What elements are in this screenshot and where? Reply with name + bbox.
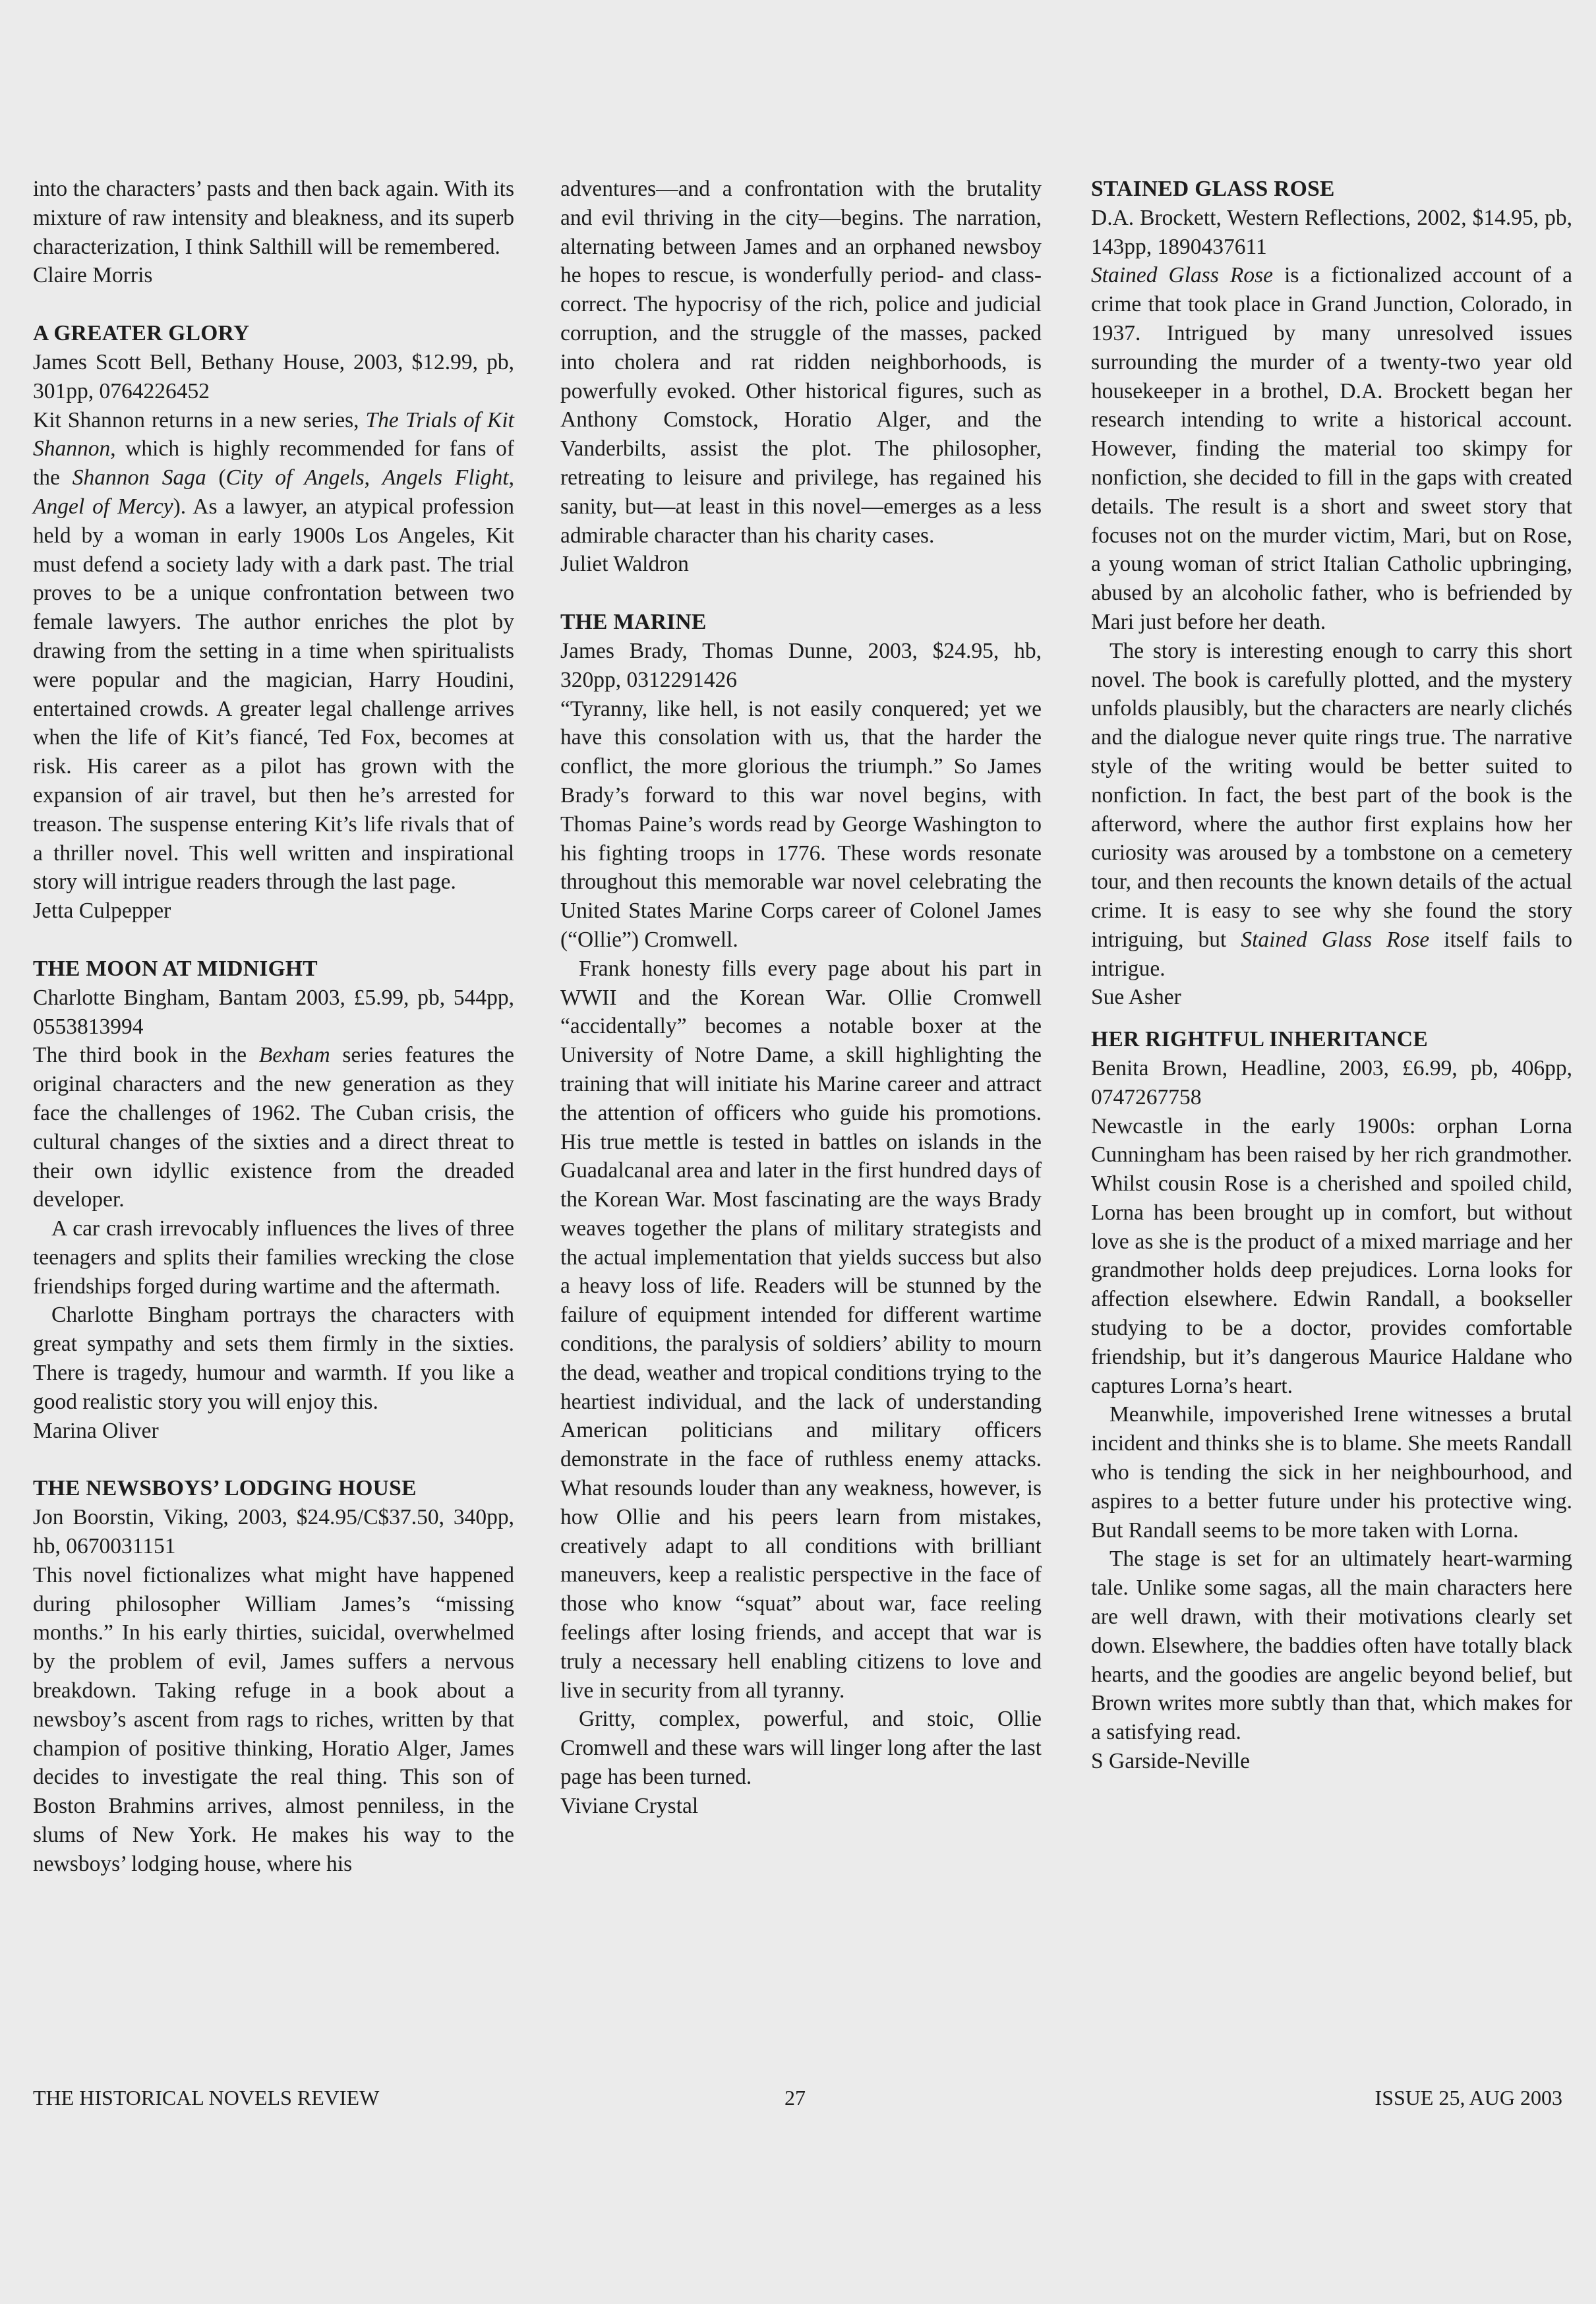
review-paragraph: adventures—and a confrontation with the brutality and evil thriving in the city—begins. The narration, alternating between James and an orphaned newsboy he hopes to rescue, is wonderfully period- and class- correct. The hypocrisy of the rich, police and judicial corruption, and the struggle of the masses, packed into cholera and rat ridden neighborhoods, is powerfully evoked. Other historical figures, such as Anthony Comstock, Horatio Alger, and the Vanderbilts, assist the plot. The philosopher, retreating to leisure and privilege, has regained his sanity, but—at least in this novel—emerges as a less admirable character than his charity cases. [560,177,1042,548]
column-2 [560,175,1042,1821]
review-continuation-salthill [33,175,514,290]
reviewer-name: S Garside-Neville [1091,1749,1250,1774]
book-biblio: D.A. Brockett, Western Reflections, 2002, $14.95, pb, 143pp, 1890437611 [1091,205,1572,259]
book-title: HER RIGHTFUL INHERITANCE [1091,1027,1429,1052]
reviewer-name: Sue Asher [1091,985,1181,1010]
review-continuation-newsboys [560,175,1042,579]
column-3 [1091,175,1572,1776]
book-title: THE MOON AT MIDNIGHT [33,956,318,981]
review-paragraph: The stage is set for an ultimately heart-warming tale. Unlike some sagas, all the main characters here are well drawn, with their motivations clearly set down. Elsewhere, the baddies often have totally black hearts, and the goodies are angelic beyond belief, but Brown writes more subtly than that, which makes for a satisfying read. [1091,1547,1572,1745]
issue-label: ISSUE 25, AUG 2003 [1374,2086,1562,2110]
book-biblio: Charlotte Bingham, Bantam 2003, £5.99, pb, 544pp, 0553813994 [33,985,514,1039]
review-paragraph: A car crash irrevocably influences the lives of three teenagers and splits their families wrecking the close friendships forged during wartime and the aftermath. [33,1216,514,1299]
book-biblio: James Brady, Thomas Dunne, 2003, $24.95, hb, 320pp, 0312291426 [560,638,1042,692]
page-number: 27 [784,2086,806,2110]
review-the-marine [560,608,1042,1820]
review-paragraph: Charlotte Bingham portrays the characters with great sympathy and sets them firmly in the sixties. There is tragedy, humour and warmth. If you like a good realistic story you will enjoy this. [33,1303,514,1414]
book-biblio: Jon Boorstin, Viking, 2003, $24.95/C$37.50, 340pp, hb, 0670031151 [33,1505,514,1559]
reviewer-name: Juliet Waldron [560,552,689,577]
reviewer-name: Jetta Culpepper [33,899,171,924]
review-paragraph: “Tyranny, like hell, is not easily conquered; yet we have this consolation with us, that the harder the conflict, the more glorious the triumph.” So James Brady’s forward to this war novel begins, with Thomas Paine’s words read by George Washington to his fighting troops in 1776. These words resonate throughout this memorable war novel celebrating the United States Marine Corps career of Colonel James (“Ollie”) Cromwell. [560,696,1042,952]
book-title: STAINED GLASS ROSE [1091,177,1335,201]
review-a-greater-glory [33,319,514,926]
reviewer-name: Marina Oliver [33,1418,159,1443]
book-biblio: Benita Brown, Headline, 2003, £6.99, pb, 406pp, 0747267758 [1091,1055,1572,1109]
review-paragraph: Kit Shannon returns in a new series, The Trials of Kit Shannon, which is highly recommended for fans of the Shannon Saga (City of Angels, Angels Flight, Angel of Mercy). As a lawyer, an atypical profession held by a woman in early 1900s Los Angeles, Kit must defend a society lady with a dark past. The trial proves to be a unique confrontation between two female lawyers. The author enriches the plot by drawing from the setting in a time when spiritualists were popular and the magician, Harry Houdini, entertained crowds. A greater legal challenge arrives when the life of Kit’s fiancé, Ted Fox, becomes at risk. His career as a pilot has grown with the expansion of air travel, but then he’s arrested for treason. The suspense entering Kit’s life rivals that of a thriller novel. This well written and inspirational story will intrigue readers through the last page. [33,407,515,895]
book-biblio: James Scott Bell, Bethany House, 2003, $12.99, pb, 301pp, 0764226452 [33,349,514,403]
journal-name: THE HISTORICAL NOVELS REVIEW [33,2086,380,2110]
book-title: A GREATER GLORY [33,321,250,346]
reviewer-name: Viviane Crystal [560,1793,699,1818]
review-paragraph: Stained Glass Rose is a fictionalized account of a crime that took place in Grand Junction, Colorado, in 1937. Intrigued by many unresolved issues surrounding the murder of a twenty-two year old housekeeper in a brothel, D.A. Brockett began her research intending to write a historical account. However, finding the material too skimpy for nonfiction, she decided to fill in the gaps with created details. The result is a short and sweet story that focuses not on the murder victim, Mari, but on Rose, a young woman of strict Italian Catholic upbringing, abused by an alcoholic father, who is befriended by Mari just before her death. [1091,263,1572,634]
review-her-rightful-inheritance [1091,1025,1572,1776]
column-1 [33,175,514,1879]
review-paragraph: The story is interesting enough to carry this short novel. The book is carefully plotted, and the mystery unfolds plausibly, but the characters are nearly clichés and the dialogue never quite rings true. The narrative style of the writing would be better suited to nonfiction. In fact, the best part of the book is the afterword, where the author first explains how her curiosity was aroused by a tombstone on a cemetery tour, and then recounts the known details of the actual crime. It is easy to see why she found the story intriguing, but Stained Glass Rose itself fails to intrigue. [1091,638,1572,981]
review-stained-glass-rose [1091,175,1572,1012]
reviewer-name: Claire Morris [33,263,153,288]
book-title: THE MARINE [560,610,707,635]
review-paragraph: Frank honesty fills every page about his part in WWII and the Korean War. Ollie Cromwell “accidentally” becomes a notable boxer at the University of Notre Dame, a skill highlighting the training that will initiate his Marine career and attract the attention of officers who guide his promotions. His true mettle is tested in battles on islands in the Guadalcanal area and later in the first hundred days of the Korean War. Most fascinating are the ways Brady weaves together the plans of military strategists and the actual implementation that yields success but also a heavy loss of life. Readers will be stunned by the failure of equipment intended for different wartime conditions, the paralysis of soldiers’ ability to mourn the dead, weather and tropical conditions trying to the heartiest individual, and the lack of understanding American politicians and military officers demonstrate in the face of ruthless enemy attacks. What resounds louder than any weakness, however, is how Ollie and his peers learn from mistakes, creatively adapt to all conditions with brilliant maneuvers, keep a realistic perspective in the face of those who know “squat” about war, face reeling feelings after losing friends, and accept that war is truly a necessary hell enabling citizens to love and live in security from all tyranny. [560,956,1042,1703]
book-title: THE NEWSBOYS’ LODGING HOUSE [33,1476,417,1501]
review-paragraph: The third book in the Bexham series features the original characters and the new generation as they face the challenges of 1962. The Cuban crisis, the cultural changes of the sixties and a direct threat to their own idyllic existence from the dreaded developer. [33,1043,514,1212]
review-paragraph: Newcastle in the early 1900s: orphan Lorna Cunningham has been raised by her rich grandmother. Whilst cousin Rose is a cherished and spoiled child, Lorna has been brought up in comfort, but without love as she is the product of a mixed marriage and her grandmother holds deep prejudices. Lorna looks for affection elsewhere. Edwin Randall, a bookseller studying to be a doctor, provides comfortable friendship, but it’s dangerous Maurice Haldane who captures Lorna’s heart. [1091,1113,1572,1398]
review-paragraph: Meanwhile, impoverished Irene witnesses a brutal incident and thinks she is to blame. She meets Randall who is tending the sick in her neighbourhood, and aspires to a better future under his protective wing. But Randall seems to be more taken with Lorna. [1091,1402,1572,1543]
review-the-newsboys-lodging-house [33,1474,514,1878]
review-the-moon-at-midnight [33,955,514,1446]
review-paragraph: into the characters’ pasts and then back again. With its mixture of raw intensity and bleakness, and its superb characterization, I think Salthill will be remembered. [33,177,514,259]
review-paragraph: Gritty, complex, powerful, and stoic, Ollie Cromwell and these wars will linger long after the last page has been turned. [560,1707,1042,1790]
review-paragraph: This novel fictionalizes what might have happened during philosopher William James’s “missing months.” In his early thirties, suicidal, overwhelmed by the problem of evil, James suffers a nervous breakdown. Taking refuge in a book about a newsboy’s ascent from rags to riches, written by that champion of positive thinking, Horatio Alger, James decides to investigate the real thing. This son of Boston Brahmins arrives, almost penniless, in the slums of New York. He makes his way to the newsboys’ lodging house, where his [33,1562,514,1876]
